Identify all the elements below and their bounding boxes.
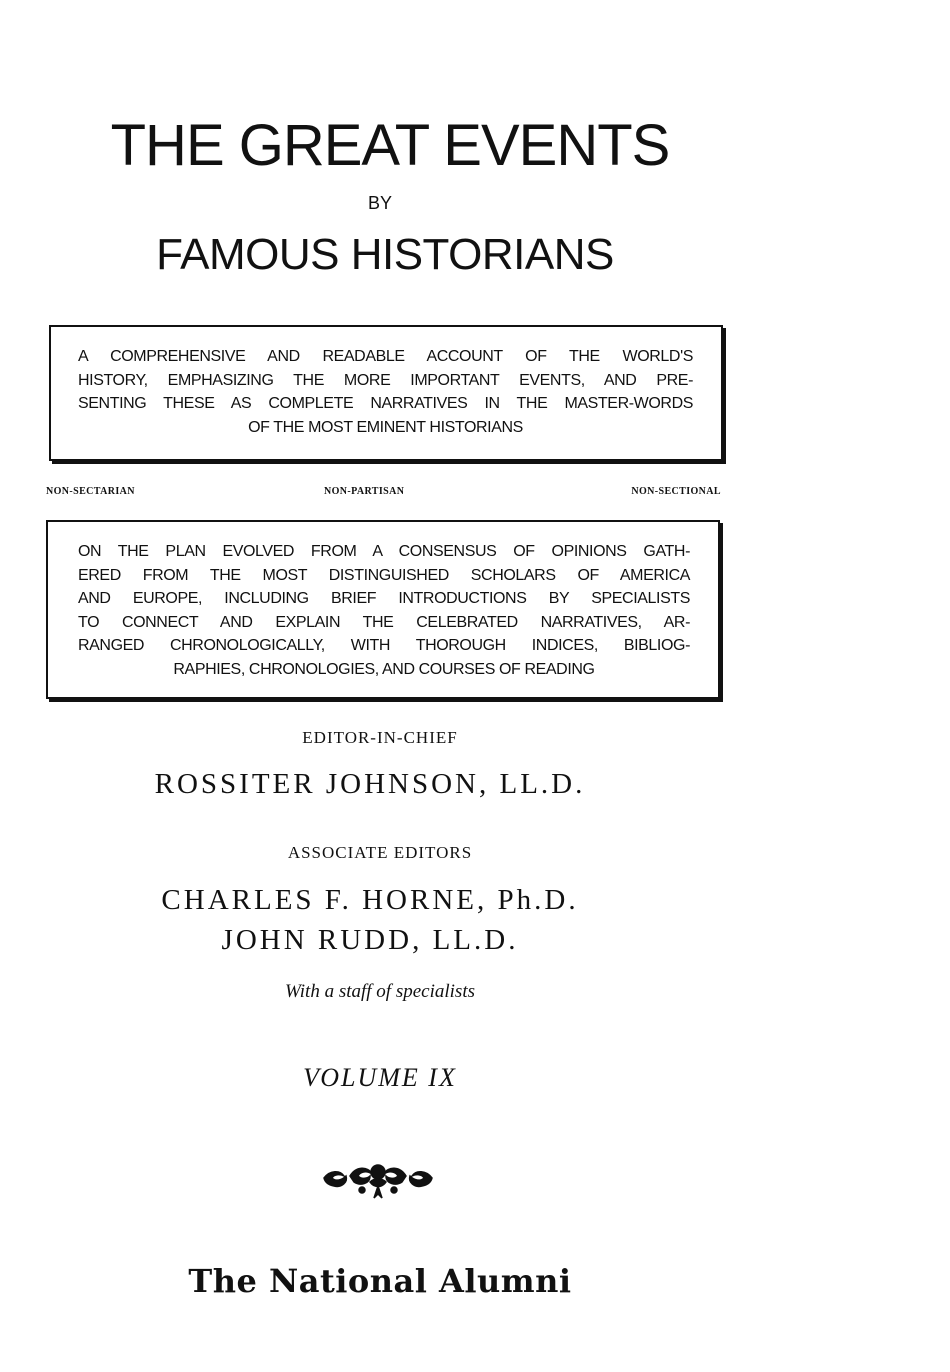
publisher-name: The National Alumni [188, 1262, 572, 1300]
editor-in-chief-label: EDITOR-IN-CHIEF [302, 728, 458, 747]
associate-editors-label: ASSOCIATE EDITORS [287, 843, 473, 862]
description-box [49, 325, 723, 461]
editor-in-chief-name: ROSSITER JOHNSON, LL.D. [154, 768, 586, 800]
plan-line: ON THE PLAN EVOLVED FROM A CONSENSUS OF OPINIONS GATH- [78, 543, 690, 560]
associate-editor-1: CHARLES F. HORNE, Ph.D. [161, 884, 579, 916]
description-line: OF THE MOST EMINENT HISTORIANS [248, 418, 523, 436]
plan-box [46, 520, 720, 699]
tag-non-sectarian: NON-SECTARIAN [46, 486, 135, 497]
tag-non-partisan: NON-PARTISAN [324, 486, 405, 497]
description-text [78, 345, 693, 439]
plan-line: RAPHIES, CHRONOLOGIES, AND COURSES OF READING [173, 660, 595, 678]
book-title: THE GREAT EVENTS [110, 113, 670, 178]
plan-line: AND EUROPE, INCLUDING BRIEF INTRODUCTIONS BY SPECIALISTS [78, 590, 690, 607]
tag-non-sectional: NON-SECTIONAL [631, 486, 721, 497]
associate-editor-2: JOHN RUDD, LL.D. [221, 924, 519, 956]
title-by: BY [367, 193, 392, 213]
plan-line: RANGED CHRONOLOGICALLY, WITH THOROUGH INDICES, BIBLIOG- [78, 637, 690, 654]
plan-line: ERED FROM THE MOST DISTINGUISHED SCHOLARS OF AMERICA [78, 566, 690, 584]
tagline-row [46, 486, 721, 502]
description-line: HISTORY, EMPHASIZING THE MORE IMPORTANT EVENTS, AND PRE- [78, 371, 693, 389]
staff-note: With a staff of specialists [284, 981, 475, 1002]
description-line: SENTING THESE AS COMPLETE NARRATIVES IN THE MASTER-WORDS [78, 395, 693, 412]
plan-text [78, 540, 690, 681]
volume-number: VOLUME IX [303, 1063, 457, 1092]
book-subtitle: FAMOUS HISTORIANS [156, 230, 614, 279]
plan-line: TO CONNECT AND EXPLAIN THE CELEBRATED NARRATIVES, AR- [78, 613, 690, 631]
fleuron-icon [320, 1158, 436, 1202]
description-line: A COMPREHENSIVE AND READABLE ACCOUNT OF THE WORLD'S [78, 348, 693, 365]
